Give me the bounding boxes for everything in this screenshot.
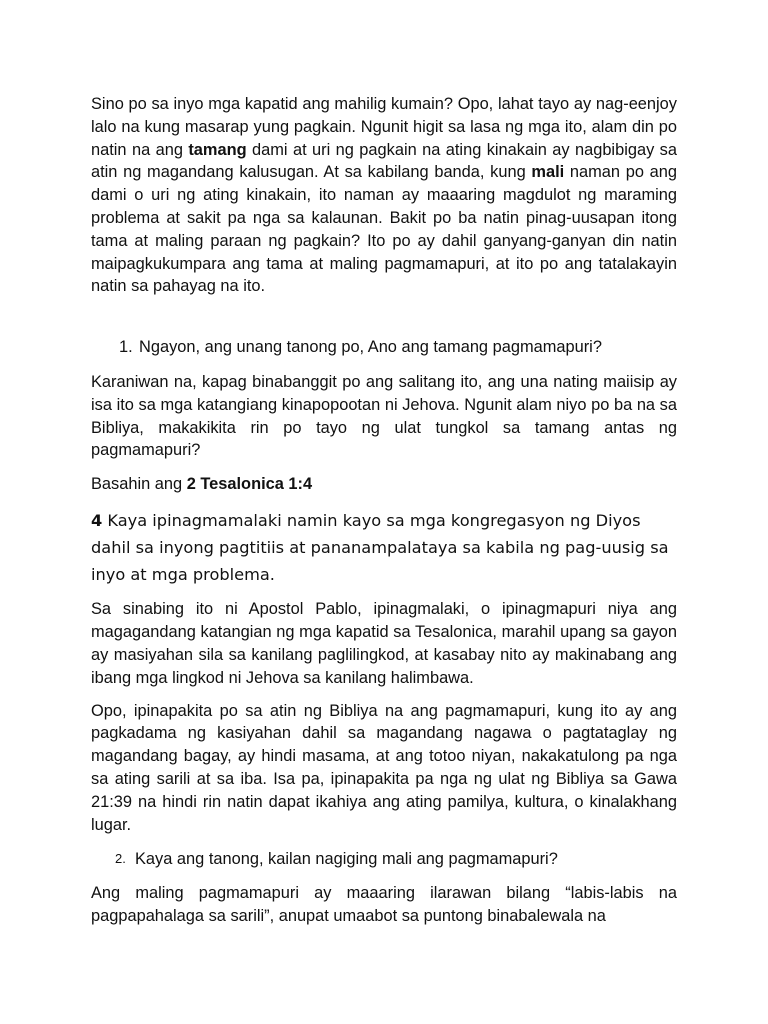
- bible-verse: [91, 508, 677, 588]
- paragraph-pablo: Sa sinabing ito ni Apostol Pablo, ipinagmalaki, o ipinagmapuri niya ang magagandang katangian ng mga kapatid sa Tesalonica, marahil upang sa gayon ay masiyahan sila sa kanilang paglilingkod, at kasabay nito ay makinabang ang ibang mga lingkod ni Jehova sa kanilang halimbawa.: [91, 600, 677, 687]
- paragraph-opo: Opo, ipinapakita po sa atin ng Bibliya na ang pagmamapuri, kung ito ay ang pagkadama ng kasiyahan dahil sa magandang nagawa o pagtataglay ng magandang bagay, ay hindi masama, at ang totoo niyan, nakakatulong pa nga sa ating sarili at sa iba. Isa pa, ipinapakita pa nga ng ulat ng Bibliya sa Gawa 21:39 na hindi rin natin dapat ikahiya ang ating pamilya, kultura, o kinalakhang lugar.: [91, 701, 677, 834]
- paragraph-karaniwan: Karaniwan na, kapag binabanggit po ang salitang ito, ang una nating maiisip ay isa ito sa mga katangiang kinapopootan ni Jehova. Ngunit alam niyo po ba na sa Bibliya, makakikita rin po tayo ng ulat tungkol sa tamang antas ng pagmamapuri?: [91, 372, 677, 460]
- reading-instruction: [91, 473, 677, 496]
- intro-text-3: naman po ang dami o uri ng ating kinakain, ito naman ay maaaring magdulot ng maraming problema at sakit pa nga sa kalaunan. Bakit po ba natin pinag-uusapan itong tama at maling paraan ng pagkain? Ito po ay dahil ganyang-ganyan din natin maipagkukumpara ang tama at maling pagmamapuri, at ito po ang tatalakayin natin sa pahayag na ito.: [91, 163, 677, 296]
- question-1: [119, 336, 677, 359]
- intro-paragraph: [91, 93, 677, 298]
- verse-text: Kaya ipinagmamalaki namin kayo sa mga kongregasyon ng Diyos dahil sa inyong pagtitiis at pananampalataya sa kabila ng pag-uusig sa inyo at mga problema.: [91, 510, 669, 584]
- intro-bold-tamang: tamang: [188, 140, 247, 159]
- intro-bold-mali: mali: [531, 163, 565, 182]
- intro-text-1: Sino po sa inyo mga kapatid ang mahilig kumain? Opo, lahat tayo ay nag-eenjoy lalo na kung masarap yung pagkain. Ngunit higit sa lasa ng mga ito, alam din po natin na ang: [91, 95, 677, 159]
- verse-number: 4: [91, 510, 103, 530]
- reading-prefix: Basahin ang: [91, 475, 187, 494]
- intro-text-2: dami at uri ng pagkain na ating kinakain ay nagbibigay sa atin ng magandang kalusugan. At sa kabilang banda, kung: [91, 140, 677, 182]
- question-2-number: 2.: [115, 851, 126, 867]
- question-2: [115, 848, 677, 871]
- paragraph-maling: Ang maling pagmamapuri ay maaaring ilarawan bilang “labis-labis na pagpapahalaga sa sarili”, anupat umaabot sa puntong binabalewala na: [91, 884, 677, 925]
- reading-reference: 2 Tesalonica 1:4: [186, 475, 313, 494]
- question-1-text: Ngayon, ang unang tanong po, Ano ang tamang pagmamapuri?: [139, 338, 602, 357]
- question-2-text: Kaya ang tanong, kailan nagiging mali ang pagmamapuri?: [135, 850, 558, 869]
- question-1-number: 1.: [119, 338, 133, 357]
